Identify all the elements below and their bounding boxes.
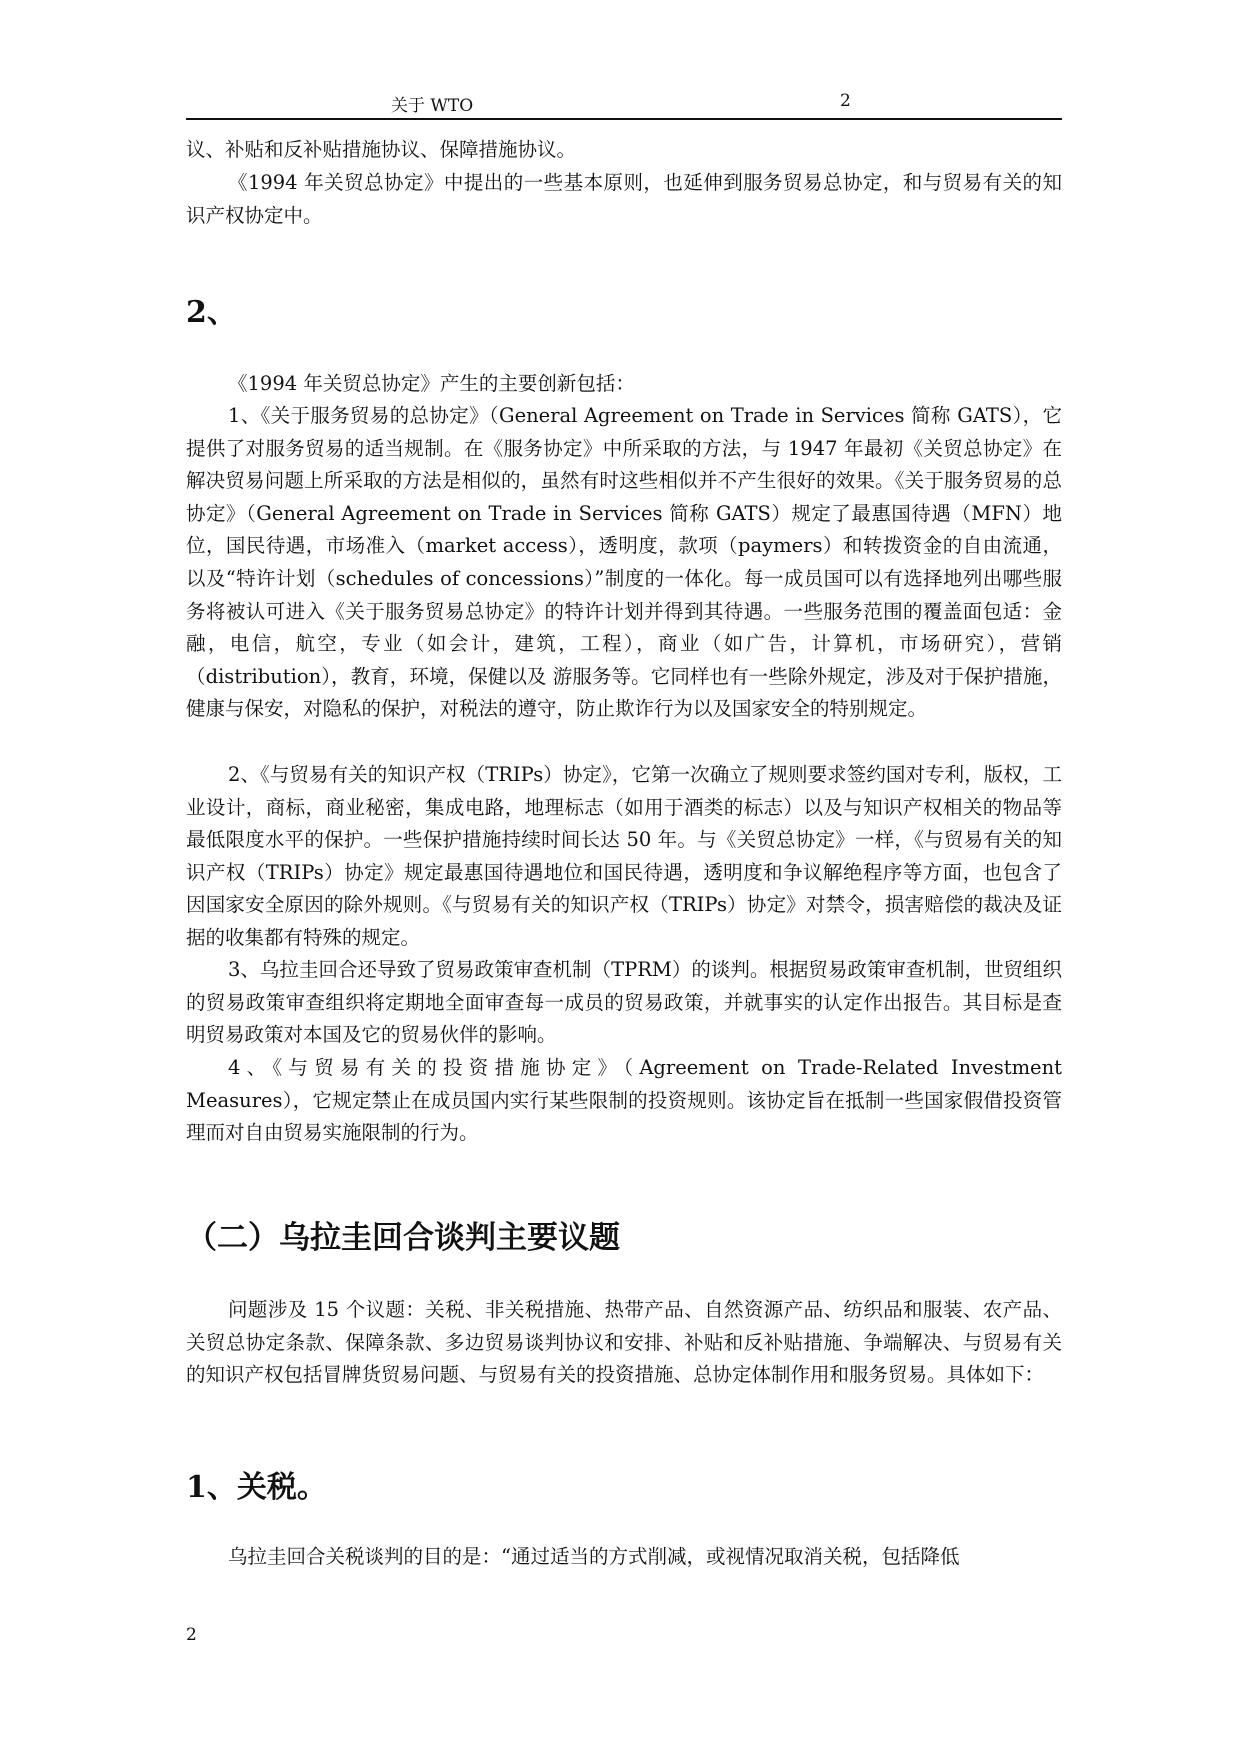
paragraph-principles: 《1994 年关贸总协定》中提出的一些基本原则，也延伸到服务贸易总协定，和与贸易有关的知识产权协定中。 xyxy=(186,171,1062,227)
heading-2: 2、 xyxy=(186,295,237,330)
paragraph-innovations-intro: 《1994 年关贸总协定》产生的主要创新包括： xyxy=(228,372,635,395)
paragraph-trips: 2、《与贸易有关的知识产权（TRIPs）协定》，它第一次确立了规则要求签约国对专利，版权，工业设计，商标，商业秘密，集成电路，地理标志（如用于酒类的标志）以及与知识产权相关的物品等最低限度水平的保护。一些保护措施持续时间长达 50 年。与《关贸总协定》一样，《与贸易有关的知识产权（TRIPs）协定》规定最惠国待遇地位和国民待遇，透明度和争议解绝程序等方面，也包含了因国家安全原因的除外规则。《与贸易有关的知识产权（TRIPs）协定》对禁令，损害赔偿的裁决及证据的收集都有特殊的规定。 xyxy=(186,763,1062,949)
paragraph-trims: 4、《与贸易有关的投资措施协定》（Agreement on Trade-Related Investment Measures），它规定禁止在成员国内实行某些限制的投资规则。该协定旨在抵制一些国家假借投资管理而对自由贸易实施限制的行为。 xyxy=(186,1056,1062,1145)
header-page-number: 2 xyxy=(840,91,851,111)
page-header xyxy=(186,88,1062,120)
section-heading: （二）乌拉圭回合谈判主要议题 xyxy=(186,1220,620,1256)
paragraph-tariff: 乌拉圭回合关税谈判的目的是：“通过适当的方式削减，或视情况取消关税，包括降低 xyxy=(228,1545,960,1568)
paragraph-topics: 问题涉及 15 个议题：关税、非关税措施、热带产品、自然资源产品、纺织品和服装、农产品、关贸总协定条款、保障条款、多边贸易谈判协议和安排、补贴和反补贴措施、争端解决、与贸易有关的知识产权包括冒牌货贸易问题、与贸易有关的投资措施、总协定体制作用和服务贸易。具体如下： xyxy=(186,1298,1062,1387)
paragraph-gats: 1、《关于服务贸易的总协定》（General Agreement on Trade in Services 简称 GATS），它提供了对服务贸易的适当规制。在《服务协定》中所采取的方法，与 1947 年最初《关贸总协定》在解决贸易问题上所采取的方法是相似的，虽然有时这些相似并不产生很好的效果。《关于服务贸易的总协定》（General Agreement on Trade in Services 简称 GATS）规定了最惠国待遇（MFN）地位，国民待遇，市场准入（market access），透明度，款项（paymers）和转拨资金的自由流通，以及“特许计划（schedules of concessions）”制度的一体化。每一成员国可以有选择地列出哪些服务将被认可进入《关于服务贸易总协定》的特许计划并得到其待遇。一些服务范围的覆盖面包适：金融，电信，航空，专业（如会计，建筑，工程），商业（如广告，计算机，市场研究），营销（distribution），教育，环境，保健以及 游服务等。它同样也有一些除外规定，涉及对于保护措施，健康与保安，对隐私的保护，对税法的遵守，防止欺诈行为以及国家安全的特别规定。 xyxy=(186,404,1062,721)
paragraph-continuation: 议、补贴和反补贴措施协议、保障措施协议。 xyxy=(186,138,577,161)
footer-page-number: 2 xyxy=(186,1625,197,1645)
header-title: 关于 WTO xyxy=(391,96,474,116)
heading-tariff: 1、关税。 xyxy=(186,1470,327,1505)
paragraph-tprm: 3、乌拉圭回合还导致了贸易政策审查机制（TPRM）的谈判。根据贸易政策审查机制，世贸组织的贸易政策审查组织将定期地全面审查每一成员的贸易政策，并就事实的认定作出报告。其目标是查明贸易政策对本国及它的贸易伙伴的影响。 xyxy=(186,958,1062,1047)
